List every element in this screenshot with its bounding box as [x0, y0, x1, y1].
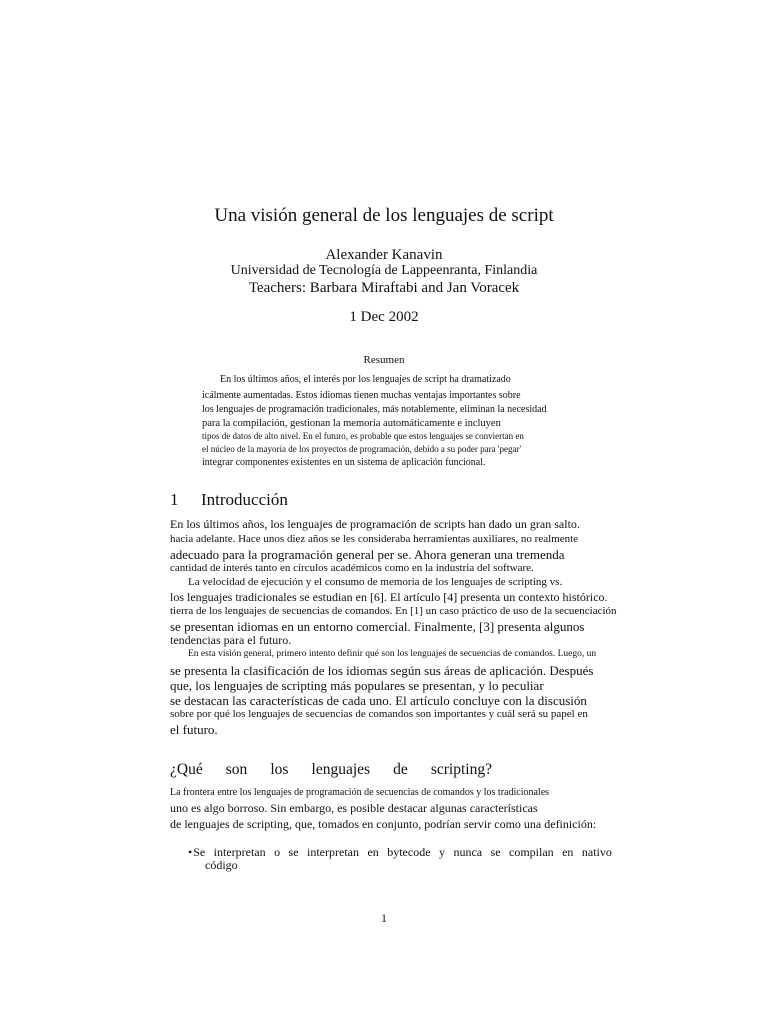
- body-line: sobre por qué los lenguajes de secuencias de comandos son importantes y cuál será su papel en: [170, 708, 588, 720]
- body-line: que, los lenguajes de scripting más populares se presentan, y lo peculiar: [170, 678, 544, 693]
- abstract-line: tipos de datos de alto nivel. En el futuro, es probable que estos lenguajes se conviertan en: [202, 431, 524, 441]
- bullet-first-word: •Se: [188, 845, 206, 859]
- bullet-word: en: [562, 845, 574, 859]
- abstract-line: integrar componentes existentes en un sistema de aplicación funcional.: [202, 457, 486, 468]
- heading-word: ¿Qué: [170, 761, 203, 778]
- bullet-word: nunca: [453, 845, 483, 859]
- abstract-line: los lenguajes de programación tradicionales, más notablemente, eliminan la necesidad: [202, 404, 547, 415]
- body-line: tendencias para el futuro.: [170, 633, 292, 647]
- body-line: uno es algo borroso. Sin embargo, es posible destacar algunas características: [170, 801, 538, 815]
- teachers-line: Teachers: Barbara Miraftabi and Jan Voracek: [248, 280, 520, 296]
- abstract-line: En los últimos años, el interés por los lenguajes de script ha dramatizado: [220, 374, 511, 385]
- abstract-heading: Resumen: [363, 354, 405, 366]
- section-title: Introducción: [201, 490, 288, 509]
- heading-word: lenguajes: [311, 761, 371, 778]
- page-number: 1: [381, 911, 387, 925]
- bullet-word: y: [438, 845, 445, 859]
- author-name: Alexander Kanavin: [325, 247, 443, 263]
- body-line: adecuado para la programación general per se. Ahora generan una tremenda: [170, 547, 565, 562]
- section-heading-introduccion: [170, 490, 288, 510]
- body-line: hacia adelante. Hace unos diez años se les consideraba herramientas auxiliares, no realmente: [170, 533, 579, 545]
- body-line: cantidad de interés tanto en círculos académicos como en la industria del software.: [170, 562, 534, 574]
- author-affiliation: Universidad de Tecnología de Lappeenranta, Finlandia: [230, 263, 538, 278]
- bullet-continuation: código: [205, 858, 238, 872]
- heading-word: scripting?: [430, 761, 492, 778]
- body-line: La velocidad de ejecución y el consumo de memoria de los lenguajes de scripting vs.: [188, 576, 563, 588]
- paper-title: Una visión general de los lenguajes de script: [214, 205, 554, 226]
- body-line: se presenta la clasificación de los idiomas según sus áreas de aplicación. Después: [170, 663, 594, 678]
- bullet-word: en: [367, 845, 379, 859]
- bullet-word: interpretan: [213, 845, 266, 859]
- heading-word: de: [393, 761, 408, 778]
- bullet-word: bytecode: [387, 845, 431, 859]
- section-number: 1: [170, 490, 179, 509]
- section-heading-que-son: [170, 761, 492, 779]
- bullet-word: compilan: [509, 845, 554, 859]
- body-line: tierra de los lenguajes de secuencias de comandos. En [1] un caso práctico de uso de la secuenciación: [170, 605, 617, 617]
- body-line: de lenguajes de scripting, que, tomados en conjunto, podrían servir como una definición:: [170, 817, 597, 831]
- body-line: se destacan las características de cada uno. El artículo concluye con la discusión: [170, 693, 587, 708]
- heading-word: los: [270, 761, 289, 778]
- bullet-icon: •: [188, 845, 193, 859]
- body-line: los lenguajes tradicionales se estudian en [6]. El artículo [4] presenta un contexto histórico.: [170, 590, 608, 604]
- paper-date: 1 Dec 2002: [349, 309, 419, 325]
- body-line: La frontera entre los lenguajes de programación de secuencias de comandos y los tradicionales: [170, 787, 550, 798]
- body-line: En los últimos años, los lenguajes de programación de scripts han dado un gran salto.: [170, 517, 580, 531]
- abstract-line: el núcleo de la mayoría de los proyectos de programación, debido a su poder para 'pegar': [202, 444, 522, 454]
- abstract-line: para la compilación, gestionan la memoria automáticamente e incluyen: [202, 418, 501, 429]
- bullet-word: nativo: [581, 845, 612, 859]
- bullet-word: interpretan: [307, 845, 359, 859]
- body-line: En esta visión general, primero intento definir qué son los lenguajes de secuencias de comandos. Luego, un: [188, 649, 597, 659]
- bullet-word: se: [288, 845, 299, 859]
- heading-word: son: [225, 761, 248, 778]
- bullet-item: [188, 846, 612, 858]
- body-line: se presentan idiomas en un entorno comercial. Finalmente, [3] presenta algunos: [170, 619, 585, 634]
- abstract-line: icálmente aumentadas. Estos idiomas tienen muchas ventajas importantes sobre: [202, 390, 521, 401]
- bullet-word: se: [490, 845, 501, 859]
- body-line: el futuro.: [170, 722, 218, 737]
- bullet-word: o: [274, 845, 281, 859]
